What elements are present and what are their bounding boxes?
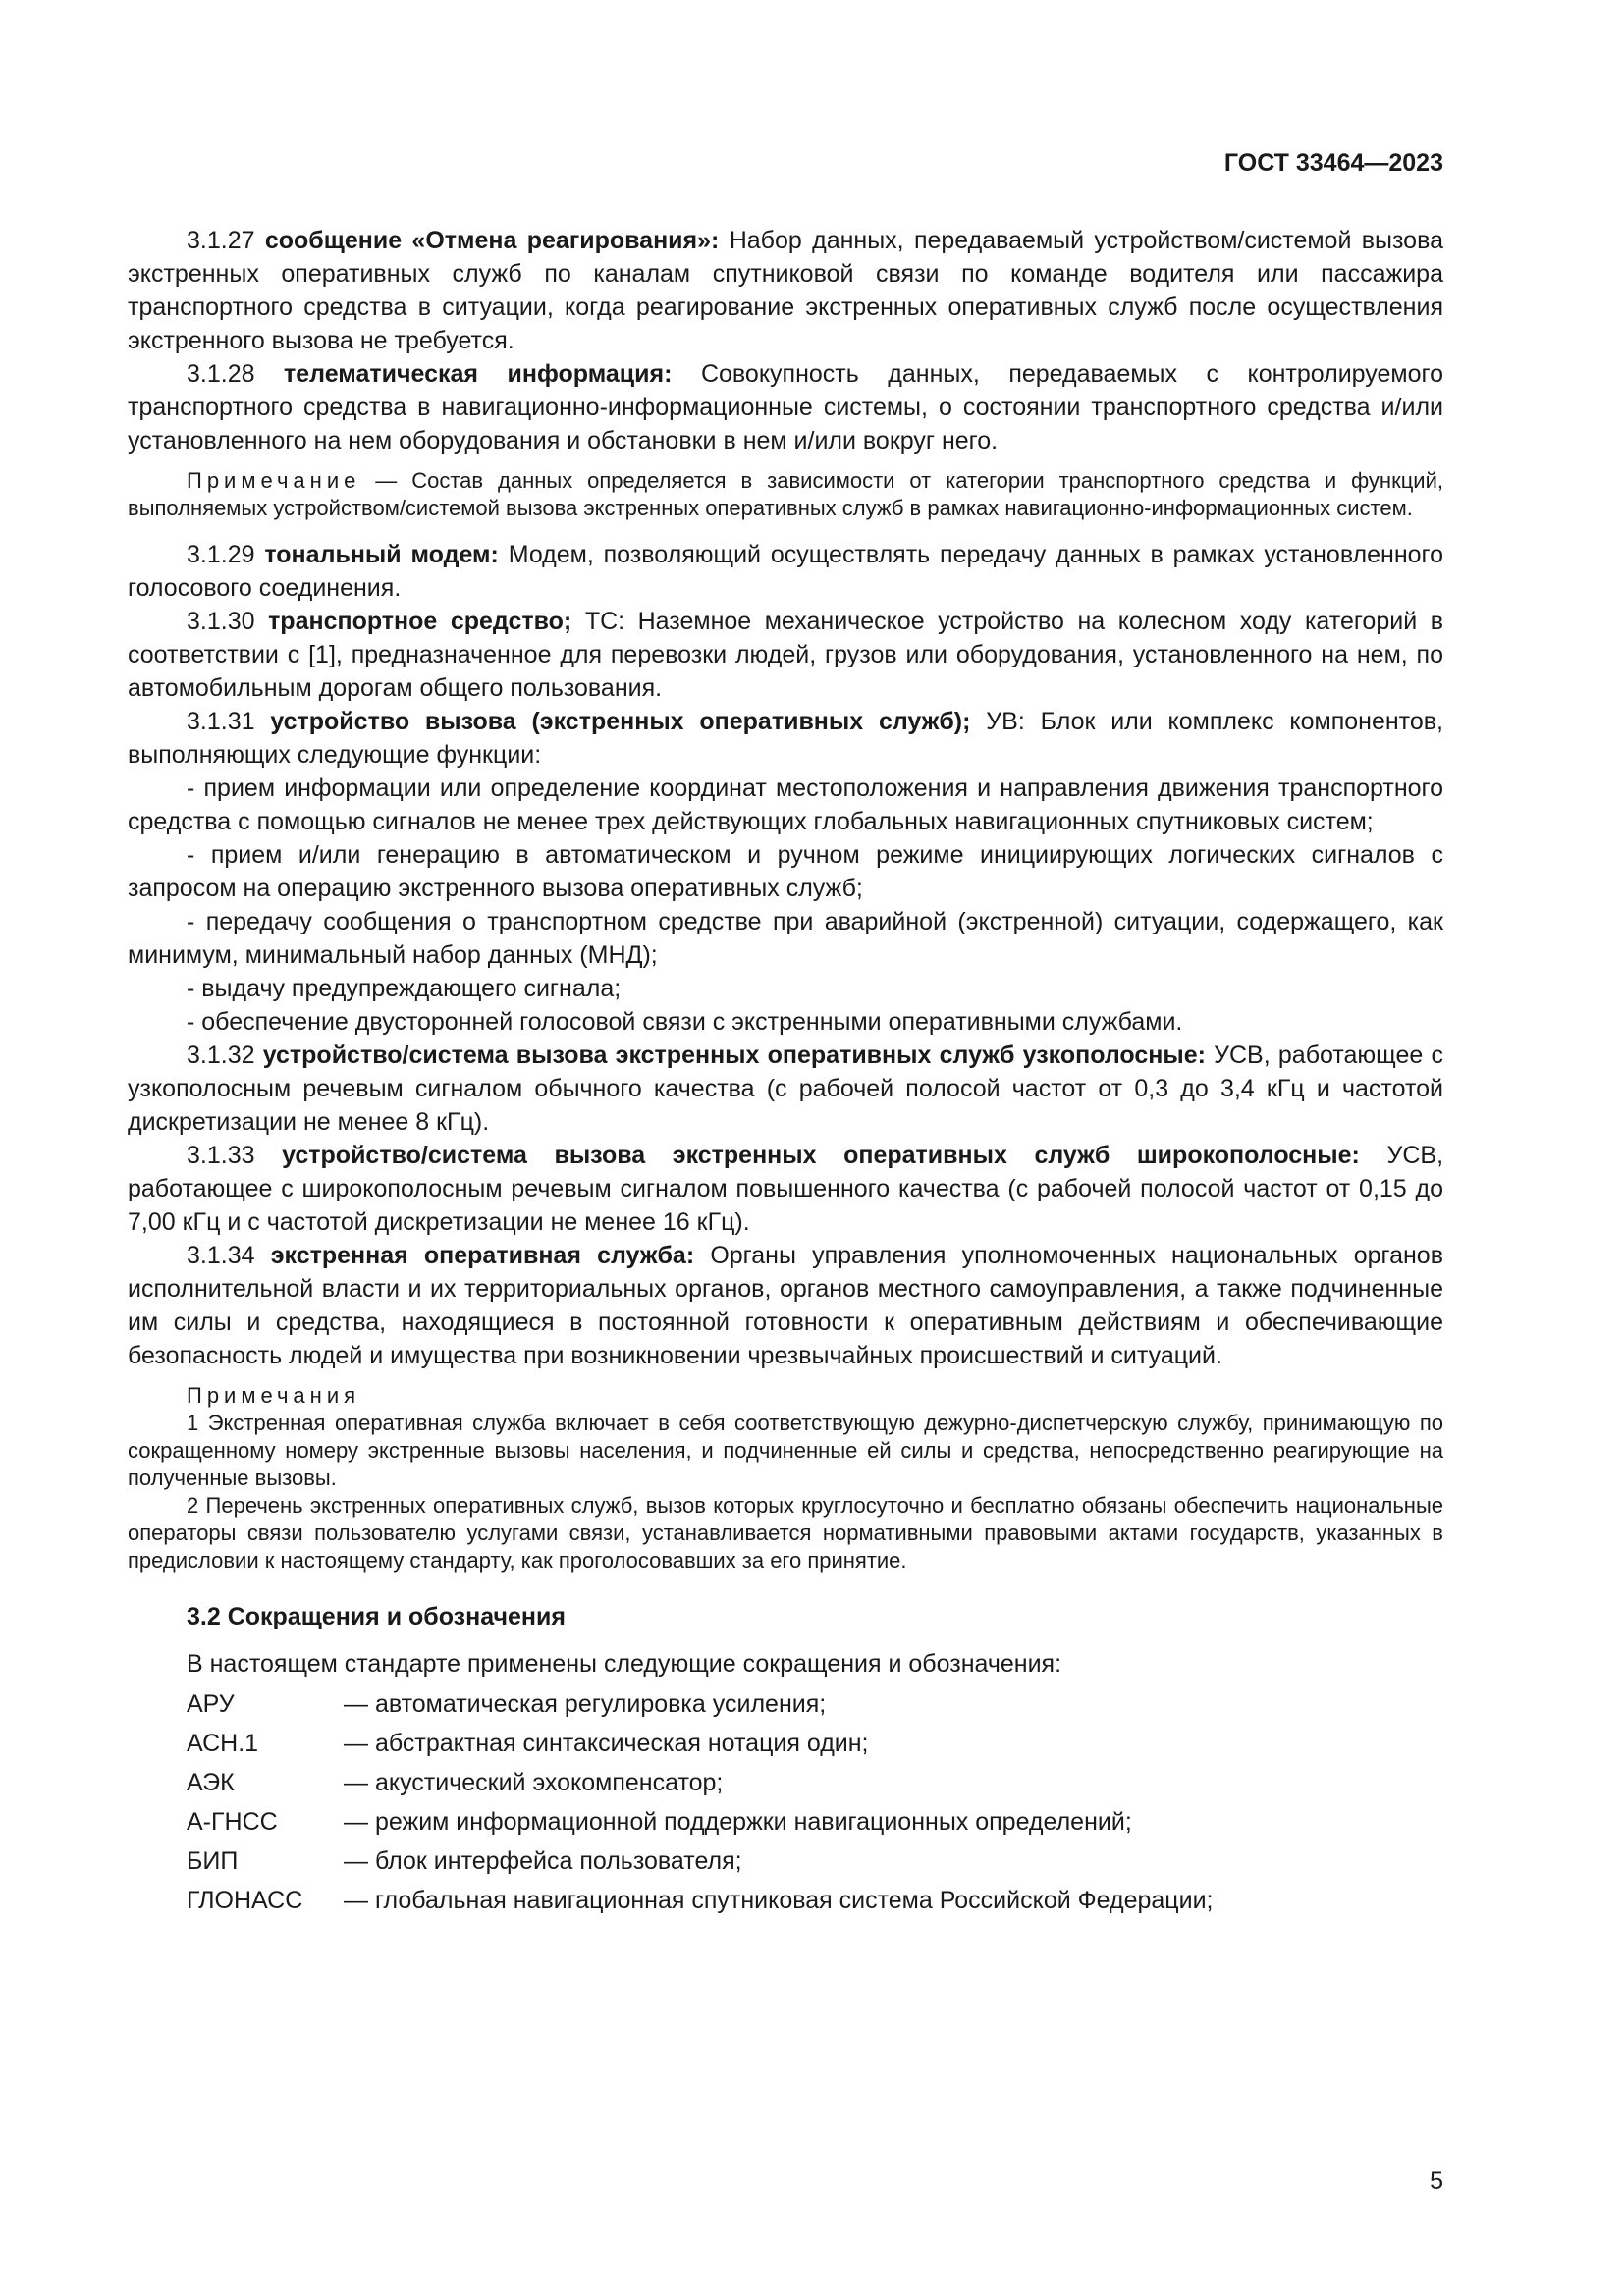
term-title: экстренная оперативная служба: xyxy=(270,1242,695,1269)
term-number: 3.1.27 xyxy=(187,227,255,254)
section-intro: В настоящем стандарте применены следующие сокращения и обозначения: xyxy=(187,1650,1062,1678)
abbreviation-row xyxy=(187,1763,1443,1802)
term-number: 3.1.29 xyxy=(187,541,255,568)
term-title: устройство/система вызова экстренных оперативных служб широкополосные: xyxy=(282,1142,1360,1169)
abbreviation-row xyxy=(187,1881,1443,1920)
term-definition: ТС: Наземное механическое устройство на колесном ходу категорий в соответствии с [1], предназначенное для перевозки людей, грузов или оборудования, установленного на нем, по автомобильным дорогам общего пользования. xyxy=(128,608,1443,702)
abbreviation-definition: — блок интерфейса пользователя; xyxy=(344,1847,742,1875)
term-title: сообщение «Отмена реагирования»: xyxy=(264,227,720,254)
term-title: устройство/система вызова экстренных оперативных служб узкополосные: xyxy=(262,1041,1206,1069)
abbreviation-term: А-ГНСС xyxy=(187,1808,278,1836)
term-definition: Набор данных, передаваемый устройством/системой вызова экстренных оперативных служб по каналам спутниковой связи по команде водителя или пассажира транспортного средства в ситуации, когда реагирование экстренных оперативных служб после осуществления экстренного вызова не требуется. xyxy=(128,227,1443,354)
abbreviation-definition: — абстрактная синтаксическая нотация один; xyxy=(344,1730,869,1757)
term-definition: Модем, позволяющий осуществлять передачу данных в рамках установленного голосового соединения. xyxy=(128,541,1444,602)
abbreviation-row xyxy=(187,1802,1443,1842)
term-definition: УСВ, работающее с широкополосным речевым сигналом повышенного качества (с рабочей полосой частот от 0,15 до 7,00 кГц и с частотой дискретизации не менее 16 кГц). xyxy=(128,1142,1444,1236)
term-number: 3.1.33 xyxy=(187,1142,255,1169)
document-id-header: ГОСТ 33464—2023 xyxy=(1223,149,1443,177)
function-item: - прием и/или генерацию в автоматическом и ручном режиме инициирующих логических сигналов с запросом на операцию экстренного вызова оперативных служб; xyxy=(128,841,1443,902)
note-label: Примечание xyxy=(187,468,361,493)
term-title: тональный модем: xyxy=(264,541,499,568)
abbreviation-term: АРУ xyxy=(187,1690,235,1718)
page-number: 5 xyxy=(1430,2167,1443,2195)
notes-label: Примечания xyxy=(187,1383,361,1408)
abbreviation-definition: — режим информационной поддержки навигационных определений; xyxy=(344,1808,1132,1836)
note-item-1: 1 Экстренная оперативная служба включает в себя соответствующую дежурно-диспетчерскую службу, принимающую по сокращенному номеру экстренные вызовы населения, и подчиненные ей силы и средства, непосредственно реагирующие на полученные вызовы. xyxy=(128,1411,1443,1490)
abbreviation-row xyxy=(187,1684,1443,1724)
term-number: 3.1.34 xyxy=(187,1242,255,1269)
document-body xyxy=(128,224,1443,1920)
term-number: 3.1.31 xyxy=(187,708,255,735)
abbreviation-definition: — акустический эхокомпенсатор; xyxy=(344,1769,724,1796)
abbreviation-definition: — глобальная навигационная спутниковая система Российской Федерации; xyxy=(344,1887,1214,1914)
abbreviation-row xyxy=(187,1842,1443,1881)
note-text: — Состав данных определяется в зависимости от категории транспортного средства и функций, выполняемых устройством/системой вызова экстренных оперативных служб в рамках навигационно-информационных систем. xyxy=(128,468,1443,520)
function-item: - обеспечение двусторонней голосовой связи с экстренными оперативными службами. xyxy=(187,1008,1183,1036)
abbreviation-term: АСН.1 xyxy=(187,1730,259,1757)
term-title: транспортное средство; xyxy=(268,608,572,635)
term-definition: Органы управления уполномоченных национальных органов исполнительной власти и их территориальных органов, органов местного самоуправления, а также подчиненные им силы и средства, находящиеся в постоянной готовности к оперативным действиям и обеспечивающие безопасность людей и имущества при возникновении чрезвычайных происшествий и ситуаций. xyxy=(128,1242,1443,1369)
term-number: 3.1.32 xyxy=(187,1041,255,1069)
function-item: - прием информации или определение координат местоположения и направления движения транспортного средства с помощью сигналов не менее трех действующих глобальных навигационных спутниковых систем; xyxy=(128,774,1443,835)
note-3-1-28 xyxy=(128,467,1443,522)
abbreviation-term: ГЛОНАСС xyxy=(187,1887,303,1914)
term-3-1-31 xyxy=(128,705,1443,772)
term-3-1-33 xyxy=(128,1139,1443,1239)
function-item: - выдачу предупреждающего сигнала; xyxy=(187,975,622,1002)
term-definition: Совокупность данных, передаваемых с контролируемого транспортного средства в навигационно-информационные системы, о состоянии транспортного средства и/или установленного на нем оборудования и обстановки в нем и/или вокруг него. xyxy=(128,360,1443,454)
abbreviation-term: АЭК xyxy=(187,1769,235,1796)
section-title-3-2: 3.2 Сокращения и обозначения xyxy=(187,1603,566,1630)
term-number: 3.1.28 xyxy=(187,360,255,388)
abbreviation-term: БИП xyxy=(187,1847,239,1875)
term-3-1-29 xyxy=(128,538,1443,605)
term-definition: УВ: Блок или комплекс компонентов, выполняющих следующие функции: xyxy=(128,708,1443,769)
note-item-2: 2 Перечень экстренных оперативных служб, вызов которых круглосуточно и бесплатно обязаны обеспечить национальные операторы связи пользователю услугами связи, устанавливается нормативными правовыми актами государств, указанных в предисловии к настоящему стандарту, как проголосовавших за его принятие. xyxy=(128,1493,1443,1573)
term-3-1-32 xyxy=(128,1039,1443,1139)
abbreviation-definition: — автоматическая регулировка усиления; xyxy=(344,1690,827,1718)
abbreviation-row xyxy=(187,1724,1443,1763)
term-title: устройство вызова (экстренных оперативных служб); xyxy=(270,708,971,735)
term-3-1-28 xyxy=(128,357,1443,457)
function-item: - передачу сообщения о транспортном средстве при аварийной (экстренной) ситуации, содержащего, как минимум, минимальный набор данных (МНД); xyxy=(128,908,1443,969)
term-3-1-34 xyxy=(128,1239,1443,1372)
term-number: 3.1.30 xyxy=(187,608,255,635)
term-3-1-27 xyxy=(128,224,1443,357)
term-definition: УСВ, работающее с узкополосным речевым сигналом обычного качества (с рабочей полосой частот от 0,3 до 3,4 кГц и частотой дискретизации не менее 8 кГц). xyxy=(128,1041,1443,1136)
term-3-1-30 xyxy=(128,605,1443,705)
term-title: телематическая информация: xyxy=(284,360,673,388)
